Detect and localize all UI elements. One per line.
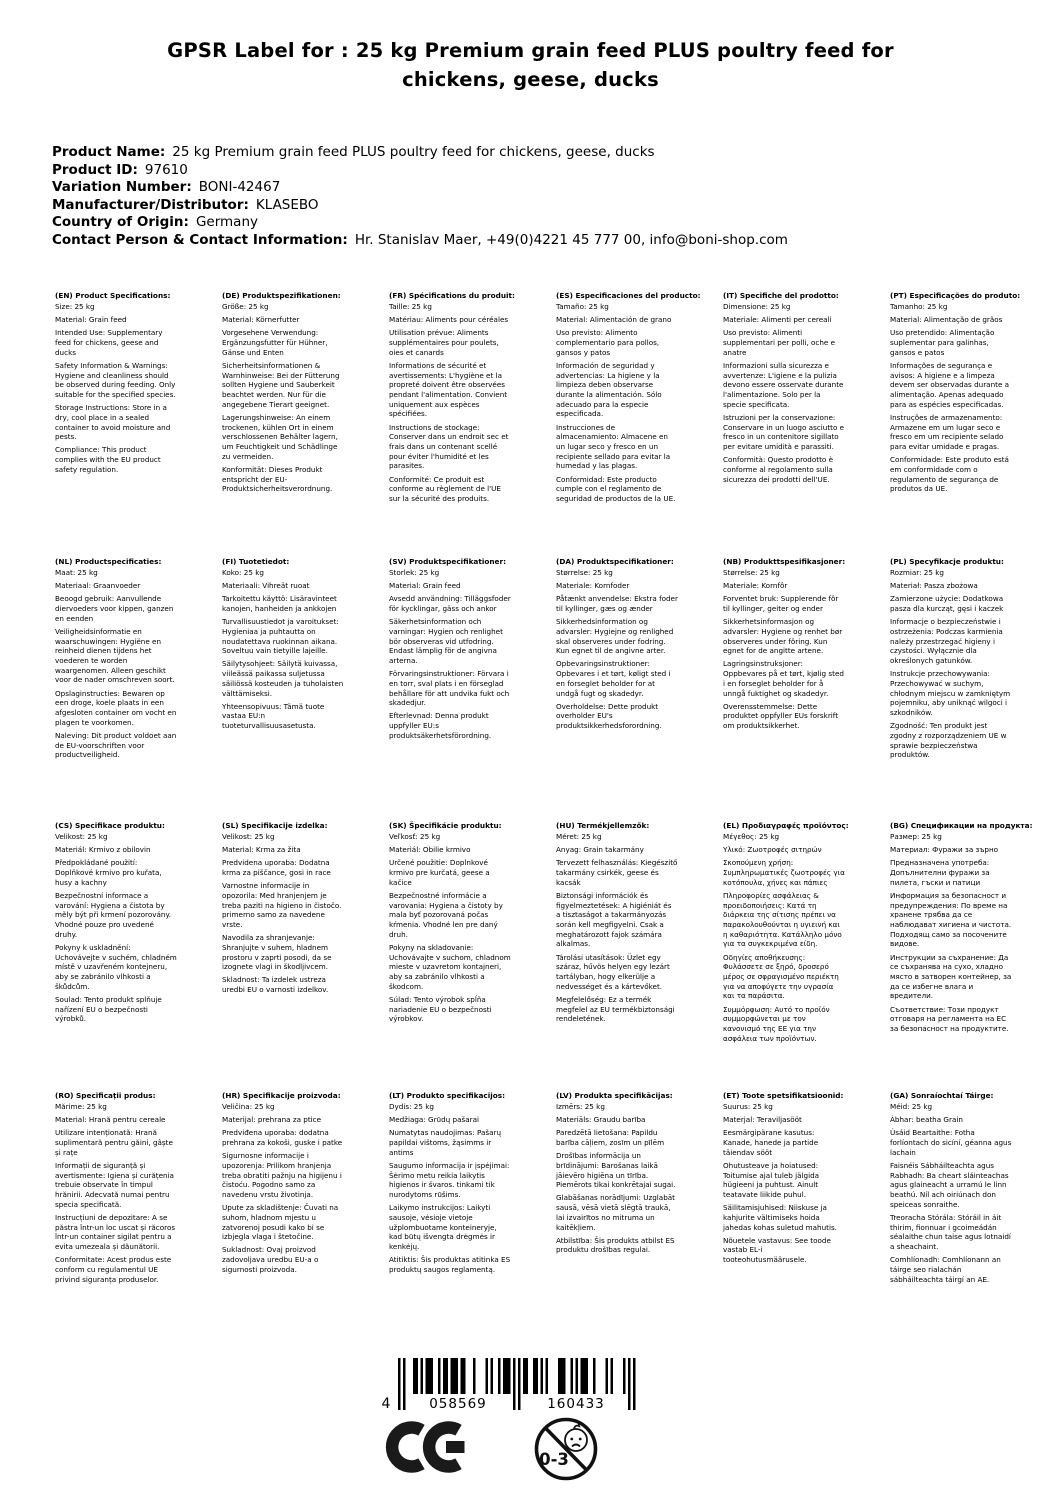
barcode-bar [506, 1358, 509, 1394]
spec-paragraph: Anyag: Grain takarmány [556, 845, 644, 854]
spec-paragraph: Säilitamisjuhised: Niiskuse ja kahjurite vältimiseks hoida jahedas kohas suletud mahutis. [723, 1203, 837, 1232]
spec-paragraph: Určené použitie: Doplnkové krmivo pre kurčatá, geese a kačice [389, 858, 490, 887]
spec-paragraph: Overensstemmelse: Dette produktet oppfyller EUs forskrift om produktsikkerhet. [723, 701, 839, 731]
barcode-bar [446, 1358, 449, 1394]
product-info-label: Contact Person & Contact Information: [52, 231, 348, 248]
spec-paragraph: Avsedd användning: Tilläggsfoder för kycklingar, gäss och ankor [389, 594, 511, 613]
spec-paragraph: Velikost: 25 kg [222, 831, 275, 841]
barcode-bar [403, 1358, 406, 1410]
spec-block-header: (SL) Specifikacije izdelka: [222, 821, 328, 830]
spec-block-header: (GA) Sonraíochtaí Táirge: [890, 1091, 994, 1100]
product-info-row [52, 197, 1031, 215]
spec-block-it [723, 291, 890, 557]
spec-paragraph: Saugumo informacija ir įspėjimai: Šėrimo metu reikia laikytis higienos ir švaros. tinkami tik nurodytoms rūšims. [389, 1160, 510, 1199]
spec-paragraph: Instructions de stockage: Conserver dans un endroit sec et frais dans un contenant scellé pour éviter l'humidité et les parasites. [389, 422, 509, 471]
spec-block-header: (BG) Спецификации на продукта: [890, 821, 1033, 830]
barcode-bar [443, 1358, 446, 1394]
spec-block-de [222, 291, 389, 557]
spec-paragraph: Glabāšanas norādījumi: Uzglabāt sausā, vēsā vietā slēgtā traukā, lai izvairītos no mitruma un kaitēkļiem. [556, 1193, 675, 1232]
spec-block-sk [389, 821, 556, 1091]
spec-paragraph: Faisnéis Sábháilteachta agus Rabhadh: Ba cheart sláinteachas agus glaineacht a urramú le linn beathú. Níl ach oiriúnach don speiceas sonraithe. [890, 1160, 1009, 1209]
barcode-bar [451, 1358, 454, 1394]
spec-paragraph: Pokyny k uskladnění: Uchovávejte v suchém, chladném místě v uzavřeném kontejneru, aby se zabránilo vlhkosti a škůdcům. [55, 942, 177, 991]
spec-paragraph: Istruzioni per la conservazione: Conservare in un luogo asciutto e fresco in un contenitore sigillato per evitare umidità e parassiti. [723, 412, 845, 451]
spec-paragraph: Rozmiar: 25 kg [890, 567, 944, 577]
spec-paragraph: Material: Alimentação de grãos [890, 315, 1003, 324]
spec-block-ro [55, 1091, 222, 1288]
spec-block-header: (PT) Especificações do produto: [890, 291, 1021, 300]
spec-paragraph: Súlad: Tento výrobok spĺňa nariadenie EU o bezpečnosti výrobkov. [389, 994, 492, 1024]
spec-block-header: (DE) Produktspezifikationen: [222, 291, 341, 300]
spec-paragraph: Upute za skladištenje: Čuvati na suhom, hladnom mjestu u zatvorenoj posudi kako bi se izbjegla vlaga i štetočine. [222, 1203, 339, 1242]
barcode-prefix-digit: 4 [381, 1396, 391, 1412]
spec-paragraph: Sikkerhetsinformasjon og advarsler: Hygiene og renhet bør observeres under fôring. Kun egnet for de angitte artene. [723, 617, 843, 656]
spec-block-bg [890, 821, 1057, 1091]
product-info-value: KLASEBO [255, 196, 319, 213]
spec-paragraph: Tamanho: 25 kg [890, 301, 948, 311]
barcode-bar [398, 1358, 401, 1410]
spec-paragraph: Opslaginstructies: Bewaren op een droge, koele plaats in een afgesloten container om vocht en plagen te voorkomen. [55, 688, 177, 727]
barcode-bar [611, 1358, 614, 1394]
spec-paragraph: Informazioni sulla sicurezza e avvertenze: L'igiene e la pulizia devono essere osservate durante l'alimentazione. Solo per la specie specificata. [723, 360, 844, 409]
spec-paragraph: Eesmärgipärane kasutus: Kanade, hanede ja partide täiendav sööt [723, 1128, 819, 1157]
spec-block-header: (EN) Product Specifications: [55, 291, 171, 300]
spec-paragraph: Soulad: Tento produkt splňuje nařízení EU o bezpečnosti výrobků. [55, 994, 162, 1024]
spec-paragraph: Material: Krma za žita [222, 845, 301, 854]
spec-paragraph: Predvidena uporaba: Dodatna krma za piščance, gosi in race [222, 858, 331, 877]
spec-paragraph: Ohutusteave ja hoiatused: Toitumise ajal tuleb jälgida hügieeni ja puhtust. Ainult teatavate liikide puhul. [723, 1160, 820, 1199]
spec-block-header: (CS) Specifikace produktu: [55, 821, 165, 830]
product-info-label: Product ID: [52, 161, 138, 178]
barcode-bar [606, 1358, 609, 1394]
spec-block-header: (SK) Špecifikácie produktu: [389, 821, 502, 830]
language-spec-grid [55, 291, 1057, 1288]
spec-paragraph: Mărime: 25 kg [55, 1101, 107, 1111]
spec-paragraph: Intended Use: Supplementary feed for chickens, geese and ducks [55, 328, 163, 357]
product-info-value: BONI-42467 [198, 179, 281, 196]
spec-block-et [723, 1091, 890, 1288]
barcode-bar [593, 1358, 596, 1394]
ean-barcode [372, 1357, 640, 1417]
spec-paragraph: Lagringsinstruksjoner: Oppbevares på et tørt, kjølig sted i en forseglet beholder for å unngå fuktighet og skadedyr. [723, 659, 844, 698]
spec-block-sv [389, 557, 556, 821]
barcode-right-digits: 160433 [547, 1396, 605, 1412]
spec-paragraph: Forventet bruk: Supplerende fôr til kyllinger, geiter og ender [723, 594, 839, 613]
spec-block-header: (HR) Specifikacije proizvoda: [222, 1091, 341, 1100]
product-info-value: 97610 [144, 161, 188, 178]
spec-paragraph: Předpokládané použití: Doplňkové krmivo pro kuřata, husy a kachny [55, 858, 162, 887]
spec-paragraph: Safety Information & Warnings: Hygiene and cleanliness should be observed during feeding. Only suitable for the specified species. [55, 360, 176, 399]
barcode-bar [486, 1358, 489, 1394]
barcode-bar [571, 1358, 574, 1394]
spec-block-header: (IT) Specifiche del prodotto: [723, 291, 839, 300]
spec-paragraph: Größe: 25 kg [222, 301, 269, 311]
spec-paragraph: Laikymo instrukcijos: Laikyti sausoje, vėsioje vietoje užplombuotame konteineryje, kad būtų išvengta drėgmės ir kenkėjų. [389, 1203, 497, 1251]
barcode-bar [623, 1358, 626, 1394]
spec-paragraph: Dimensione: 25 kg [723, 301, 791, 311]
product-info-row [52, 144, 1031, 162]
spec-paragraph: Material: Hrană pentru cereale [55, 1115, 166, 1124]
product-info-row [52, 232, 1031, 250]
spec-paragraph: Yhteensopivuus: Tämä tuote vastaa EU:n tuoteturvallisuusasetusta. [222, 701, 325, 731]
spec-paragraph: Taille: 25 kg [389, 301, 432, 311]
spec-paragraph: Méid: 25 kg [890, 1101, 933, 1111]
barcode-bar [523, 1358, 526, 1394]
spec-block-header: (HU) Termékjellemzők: [556, 821, 650, 830]
spec-paragraph: Veľkosť: 25 kg [389, 831, 441, 841]
barcode-bar [431, 1358, 434, 1394]
spec-paragraph: Materiale: Kornfôr [723, 581, 788, 590]
spec-block-header: (NB) Produkttspesifikasjoner: [723, 557, 846, 566]
spec-paragraph: Material: Grain feed [55, 315, 127, 324]
age-warning-0-3-icon [533, 1415, 599, 1487]
spec-paragraph: Conformité: Ce produit est conforme au règlement de l'UE sur la sécurité des produits. [389, 474, 501, 503]
spec-paragraph: Izmērs: 25 kg [556, 1101, 605, 1111]
spec-paragraph: Инструкции за съхранение: Да се съхранява на сухо, хладно място в затворен контейнер, за да се избегне влага и вредители. [890, 952, 1012, 1001]
spec-block-header: (FI) Tuotetiedot: [222, 557, 290, 566]
spec-paragraph: Overholdelse: Dette produkt overholder EU's produktsikkerhedsforordning. [556, 701, 662, 731]
spec-paragraph: Conformitate: Acest produs este conform cu regulamentul UE privind siguranța produselor. [55, 1255, 172, 1284]
spec-paragraph: Megfelelőség: Ez a termék megfelel az EU termékbiztonsági rendeletének. [556, 994, 675, 1024]
spec-paragraph: Информация за безопасност и предупреждения: По време на хранене трябва да се наблюдават хигиена и чистота. Подходящ само за посочените видове. [890, 890, 1012, 949]
spec-paragraph: Atbilstība: Šis produkts atbilst ES produktu drošības regulai. [556, 1235, 675, 1255]
spec-paragraph: Materiaal: Graanvoeder [55, 581, 141, 590]
spec-paragraph: Instrucciones de almacenamiento: Almacene en un lugar seco y fresco en un recipiente sellado para evitar la humedad y las plagas. [556, 422, 671, 471]
spec-paragraph: Material: Alimentación de grano [556, 315, 672, 324]
spec-paragraph: Veličina: 25 kg [222, 1101, 275, 1111]
spec-paragraph: Biztonsági információk és figyelmeztetések: A higiéniát és a tisztaságot a takarmányozás során kell megfigyelni. Csak a meghatározott fajok számára alkalmas. [556, 890, 672, 949]
spec-paragraph: Compliance: This product complies with the EU product safety regulation. [55, 445, 161, 474]
spec-paragraph: Materijal: prehrana za ptice [222, 1115, 322, 1124]
barcode-bar [563, 1358, 566, 1394]
product-info-row [52, 162, 1031, 180]
spec-paragraph: Méret: 25 kg [556, 831, 602, 841]
spec-paragraph: Zamierzone użycie: Dodatkowa pasza dla kurcząt, gęsi i kaczek [890, 594, 1004, 613]
spec-paragraph: Συμμόρφωση: Αυτό το προϊόν συμμορφώνεται με τον κανονισμό της ΕΕ για την ασφάλεια των προϊόντων. [723, 1004, 830, 1043]
product-info-label: Manufacturer/Distributor: [52, 196, 249, 213]
spec-paragraph: Materiale: Alimenti per cereali [723, 315, 832, 324]
spec-paragraph: Sigurnosne informacije i upozorenja: Prilikom hranjenja treba obratiti pažnju na higijenu i čistoću. Pogodno samo za navedenu vrstu životinja. [222, 1151, 342, 1199]
spec-paragraph: Naleving: Dit product voldoet aan de EU-voorschriften voor productveiligheid. [55, 730, 177, 760]
spec-block-header: (LT) Produkto specifikacijos: [389, 1091, 506, 1100]
spec-paragraph: Nõuetele vastavus: See toode vastab EL-i tooteohutusmäärusele. [723, 1235, 831, 1265]
spec-paragraph: Materiaali: Vihreät ruoat [222, 581, 310, 590]
spec-paragraph: Material: Körnerfutter [222, 315, 300, 324]
spec-block-cs [55, 821, 222, 1091]
barcode-bar [491, 1358, 494, 1394]
barcode-bar [628, 1358, 631, 1410]
spec-block-el [723, 821, 890, 1091]
spec-block-fi [222, 557, 389, 821]
ce-mark-icon [385, 1420, 473, 1478]
spec-paragraph: Uso pretendido: Alimentação suplementar para galinhas, gansos e patos [890, 328, 995, 357]
spec-paragraph: Beoogd gebruik: Aanvullende diervoeders voor kippen, ganzen en eenden [55, 594, 174, 623]
spec-block-header: (ET) Toote spetsifikatsioonid: [723, 1091, 844, 1100]
spec-block-header: (EL) Προδιαγραφές προϊόντος: [723, 821, 849, 830]
spec-paragraph: Navodila za shranjevanje: Shranjujte v suhem, hladnem prostoru v zaprti posodi, da se izognete vlagi in škodljivcem. [222, 933, 332, 972]
spec-paragraph: Υλικό: Ζωοτροφές σιτηρών [723, 845, 822, 854]
spec-block-header: (PL) Specyfikacje produktu: [890, 557, 1004, 566]
barcode-bar [421, 1358, 424, 1394]
spec-block-header: (NL) Productspecificaties: [55, 557, 162, 566]
barcode-bar [463, 1358, 466, 1394]
spec-paragraph: Predviđena uporaba: dodatna prehrana za kokoši, guske i patke [222, 1128, 343, 1147]
spec-paragraph: Instruções de armazenamento: Armazene em um lugar seco e fresco em um recipiente selado para evitar umidade e pragas. [890, 412, 1004, 451]
barcode-bar [561, 1358, 564, 1394]
barcode-bar [513, 1358, 516, 1410]
spec-block-sl [222, 821, 389, 1091]
spec-paragraph: Påtænkt anvendelse: Ekstra foder til kyllinger, gæs og ænder [556, 594, 678, 613]
barcode-bar [541, 1358, 544, 1394]
spec-paragraph: Instrukcje przechowywania: Przechowywać w suchym, chłodnym miejscu w zamkniętym pojemniku, aby uniknąć wilgoci i szkodników. [890, 669, 1011, 717]
age-range-label: 0-3 [539, 1450, 569, 1469]
spec-paragraph: Säkerhetsinformation och varningar: Hygien och renlighet bör observeras vid utfodring. Endast lämplig för de angivna arterna. [389, 617, 503, 665]
product-info-value: 25 kg Premium grain feed PLUS poultry feed for chickens, geese, ducks [172, 144, 655, 160]
spec-paragraph: Tárolási utasítások: Üzlet egy száraz, hűvös helyen egy lezárt tartályban, hogy elkerülje a nedvességet és a kártevőket. [556, 952, 670, 991]
spec-paragraph: Οδηγίες αποθήκευσης: Φυλάσσετε σε ξηρό, δροσερό μέρος σε σφραγισμένο περιέκτη για να αποφύγετε την υγρασία και τα παράσιτα. [723, 952, 839, 1001]
barcode-bar [581, 1358, 584, 1394]
spec-paragraph: Materiāls: Graudu barība [556, 1115, 646, 1124]
spec-paragraph: Veiligheidsinformatie en waarschuwingen: Hygiëne en reinheid dienen tijdens het voederen te worden waargenomen. Alleen geschikt voor de nader omschreven soort. [55, 626, 175, 685]
barcode-bar [546, 1358, 549, 1394]
spec-block-nb [723, 557, 890, 821]
spec-paragraph: Maat: 25 kg [55, 567, 98, 577]
product-info-value: Germany [195, 214, 258, 231]
spec-block-lt [389, 1091, 556, 1288]
spec-paragraph: Comhlíonadh: Comhlíonann an táirge seo rialachán sábháilteachta táirgí an AE. [890, 1255, 1001, 1284]
spec-paragraph: Paredzētā lietošana: Papildu barība cāļiem, zosīm un pīlēm [556, 1128, 665, 1147]
spec-paragraph: Drošības informācija un brīdinājumi: Barošanas laikā jāievēro higiēna un tīrība. Piemērots tikai konkrētajai sugai. [556, 1151, 676, 1190]
spec-paragraph: Съответствие: Този продукт отговаря на регламента на ЕС за безопасност на продуктите. [890, 1004, 1009, 1033]
spec-paragraph: Tarkoitettu käyttö: Lisäravinteet kanojen, hanheiden ja ankkojen [222, 594, 337, 613]
spec-block-hu [556, 821, 723, 1091]
spec-paragraph: Informations de sécurité et avertissements: L'hygiène et la propreté doivent être observées pendant l'alimentation. Convient uniquement aux espèces spécifiées. [389, 360, 508, 419]
spec-paragraph: Lagerungshinweise: An einem trockenen, kühlen Ort in einem verschlossenen Behälter lagern, um Feuchtigkeit und Schädlinge zu vermeiden. [222, 412, 338, 461]
barcode-bar [413, 1358, 416, 1394]
spec-paragraph: Sikkerhedsinformation og advarsler: Hygiejne og renlighed skal observeres under fodring. Kun egnet til de angivne arter. [556, 617, 674, 656]
product-info-label: Country of Origin: [52, 214, 189, 231]
spec-block-nl [55, 557, 222, 821]
spec-paragraph: Uso previsto: Alimenti supplementari per polli, oche e anatre [723, 328, 836, 357]
spec-paragraph: Sukladnost: Ovaj proizvod zadovoljava uredbu EU-a o sigurnosti proizvoda. [222, 1245, 319, 1274]
product-info-section [52, 144, 1031, 250]
spec-paragraph: Πληροφορίες ασφάλειας & προειδοποιήσεις: Κατά τη διάρκεια της σίτισης πρέπει να παρακολουθούνται η υγιεινή και η καθαριότητα. Κατάλληλο μόνο για τα συγκεκριμένα είδη. [723, 890, 842, 949]
spec-paragraph: Efterlevnad: Denna produkt uppfyller EU:s produktsäkerhetsförordning. [389, 711, 492, 740]
spec-block-hr [222, 1091, 389, 1288]
spec-paragraph: Suurus: 25 kg [723, 1101, 773, 1111]
spec-paragraph: Material: Grain feed [389, 581, 461, 590]
spec-paragraph: Utilisation prévue: Aliments supplémentaires pour poulets, oies et canards [389, 328, 499, 357]
spec-paragraph: Matériau: Aliments pour céréales [389, 315, 509, 324]
barcode-bar [453, 1358, 456, 1394]
spec-paragraph: Informacje o bezpieczeństwie i ostrzeżenia: Podczas karmienia należy przestrzegać higieny i czystości. Wyłącznie dla określonych gatunków. [890, 617, 1003, 665]
spec-paragraph: Informações de segurança e avisos: A higiene e a limpeza devem ser observadas durante a alimentação. Apenas adequado para as espécies especificadas. [890, 360, 1010, 409]
barcode-bar [583, 1358, 586, 1394]
barcode-bar [461, 1358, 464, 1394]
spec-paragraph: Informații de siguranță și avertismente: Igiena și curățenia trebuie observate în timpul hrănirii. Adecvată numai pentru specia specificată. [55, 1160, 174, 1209]
barcode-bar [503, 1358, 506, 1394]
spec-block-en [55, 291, 222, 557]
barcode-bar [438, 1358, 441, 1394]
spec-paragraph: Størrelse: 25 kg [556, 567, 613, 577]
spec-block-lv [556, 1091, 723, 1288]
spec-block-header: (SV) Produktspecifikationer: [389, 557, 507, 566]
product-info-label: Product Name: [52, 144, 166, 160]
spec-block-header: (RO) Specificații produs: [55, 1091, 156, 1100]
spec-paragraph: Numatytas naudojimas: Pašarų papildai vištoms, žąsimms ir antims [389, 1128, 502, 1157]
spec-paragraph: Dydis: 25 kg [389, 1101, 434, 1111]
spec-paragraph: Medžiaga: Grūdų pašarai [389, 1115, 479, 1124]
spec-block-da [556, 557, 723, 821]
spec-paragraph: Sicherheitsinformationen & Warnhinweise: Bei der Fütterung sollten Hygiene und Sauberkeit beachtet werden. Nur für die angegebene Tierart geeignet. [222, 360, 340, 409]
spec-paragraph: Предназначена употреба: Допълнителни фуражи за пилета, гъски и патици [890, 858, 990, 887]
barcode-bar [498, 1358, 501, 1394]
spec-paragraph: Pokyny na skladovanie: Uchovávajte v suchom, chladnom mieste v uzavretom kontajneri, aby sa zabránilo vlhkosti a škodcom. [389, 942, 511, 991]
spec-paragraph: Atitiktis: Šis produktas atitinka ES produktų saugos reglamentą. [389, 1255, 511, 1274]
spec-paragraph: Información de seguridad y advertencias: La higiene y la limpieza deben observarse durante la alimentación. Sólo adecuado para la especie especificada. [556, 360, 662, 419]
spec-paragraph: Turvallisuustiedot ja varoitukset: Hygieniaa ja puhtautta on noudatettava ruokinnan aikana. Soveltuu vain tietyille lajeille. [222, 617, 339, 656]
barcode-bar [558, 1358, 561, 1394]
spec-paragraph: Materiał: Pasza zbożowa [890, 581, 978, 590]
spec-paragraph: Materiale: Kornfoder [556, 581, 630, 590]
spec-paragraph: Σκοπούμενη χρήση: Συμπληρωματικές ζωοτροφές για κοτόπουλα, χήνες και πάπιες [723, 858, 845, 887]
spec-paragraph: Uso previsto: Alimento complementario para pollos, gansos y patos [556, 328, 660, 357]
spec-paragraph: Материал: Фуражи за зърно [890, 845, 999, 854]
barcode-bar [586, 1358, 589, 1394]
product-info-value: Hr. Stanislav Maer, +49(0)4221 45 777 00, info@boni-shop.com [354, 231, 788, 248]
spec-paragraph: Ábhar: beatha Grain [890, 1115, 963, 1124]
barcode-bar [576, 1358, 579, 1394]
spec-paragraph: Bezpečnostné informácie a varovania: Hygiena a čistoty by mala byť pozorovaná počas kŕmenia. Vhodné len pre daný druh. [389, 890, 503, 939]
spec-paragraph: Størrelse: 25 kg [723, 567, 780, 577]
spec-block-header: (LV) Produkta specifikācijas: [556, 1091, 673, 1100]
spec-paragraph: Instrucțiuni de depozitare: A se păstra într-un loc uscat și răcoros într-un container sigilat pentru a evita umezeala și dăunătorii. [55, 1212, 176, 1251]
spec-block-header: (ES) Especificaciones del producto: [556, 291, 701, 300]
spec-paragraph: Vorgesehene Verwendung: Ergänzungsfutter für Hühner, Gänse und Enten [222, 328, 328, 357]
spec-paragraph: Bezpečnostní informace a varování: Hygiena a čistota by měly být při krmení pozorovány. Vhodné pouze pro uvedené druhy. [55, 890, 171, 939]
product-info-row [52, 179, 1031, 197]
spec-paragraph: Storage Instructions: Store in a dry, cool place in a sealed container to avoid moisture and pests. [55, 403, 171, 442]
spec-paragraph: Varnostne informacije in opozorila: Med hranjenjem je treba paziti na higieno in čistočo. primerno samo za navedene vrste. [222, 881, 342, 929]
spec-block-fr [389, 291, 556, 557]
spec-block-es [556, 291, 723, 557]
page-title: GPSR Label for : 25 kg Premium grain feed PLUS poultry feed for chickens, geese, ducks [167, 39, 894, 91]
spec-paragraph: Velikost: 25 kg [55, 831, 108, 841]
spec-paragraph: Opbevaringsinstruktioner: Opbevares i et tørt, køligt sted i en forseglet beholder for at undgå fugt og skadedyr. [556, 659, 671, 698]
barcode-bar [416, 1358, 419, 1394]
barcode-bar [473, 1358, 476, 1394]
spec-paragraph: Zgodność: Ten produkt jest zgodny z rozporządzeniem UE w sprawie bezpieczeństwa produktów. [890, 721, 1007, 760]
barcode-bar [533, 1358, 536, 1394]
barcode-bar [426, 1358, 429, 1394]
barcode-bar [518, 1358, 521, 1410]
barcode-bar [508, 1358, 511, 1394]
spec-block-pl [890, 557, 1057, 821]
spec-paragraph: Tervezett felhasználás: Kiegészítő takarmány csirkék, geese és kacsák [556, 858, 678, 887]
spec-paragraph: Materjal: Teraviljasööt [723, 1115, 802, 1124]
spec-block-header: (FR) Spécifications du produit: [389, 291, 515, 300]
barcode-bar [633, 1358, 636, 1410]
spec-paragraph: Materiál: Krmivo z obilovin [55, 845, 151, 854]
product-info-row [52, 214, 1031, 232]
spec-paragraph: Utilizare intenționată: Hrană suplimentară pentru găini, gâște și rațe [55, 1128, 173, 1157]
spec-paragraph: Size: 25 kg [55, 301, 95, 311]
spec-block-header: (DA) Produktspecifikationer: [556, 557, 674, 566]
spec-paragraph: Conformità: Questo prodotto è conforme al regolamento sulla sicurezza dei prodotti dell'UE. [723, 455, 833, 484]
spec-paragraph: Úsáid Beartaithe: Fotha forlíontach do sicíní, géanna agus lachain [890, 1128, 1012, 1157]
spec-paragraph: Koko: 25 kg [222, 567, 264, 577]
spec-block-ga [890, 1091, 1057, 1288]
spec-paragraph: Conformidad: Este producto cumple con el reglamento de seguridad de productos de la UE. [556, 474, 676, 503]
barcode-left-digits: 058569 [429, 1396, 487, 1412]
product-info-label: Variation Number: [52, 179, 192, 196]
spec-block-pt [890, 291, 1057, 557]
barcode-bar [428, 1358, 431, 1394]
spec-paragraph: Μέγεθος: 25 kg [723, 831, 780, 841]
spec-paragraph: Konformität: Dieses Produkt entspricht der EU-Produktsicherheitsverordnung. [222, 464, 333, 494]
barcode-bar [526, 1358, 529, 1394]
barcode-bar [536, 1358, 539, 1394]
spec-paragraph: Tamaño: 25 kg [556, 301, 609, 311]
spec-paragraph: Размер: 25 kg [890, 831, 942, 841]
spec-paragraph: Treoracha Stórála: Stóráil in áit thirim, fionnuar i gcoimeádán séalaithe chun taise agus lotnaidí a sheachaint. [890, 1212, 1011, 1251]
spec-paragraph: Storlek: 25 kg [389, 567, 440, 577]
spec-paragraph: Skladnost: Ta izdelek ustreza uredbi EU o varnosti izdelkov. [222, 975, 329, 995]
spec-paragraph: Conformidade: Este produto está em conformidade com o regulamento de segurança de produtos da UE. [890, 455, 1009, 494]
spec-paragraph: Materiál: Obilie krmivo [389, 845, 471, 854]
barcode-bar [456, 1358, 459, 1394]
spec-paragraph: Förvaringsinstruktioner: Förvara i en torr, sval plats i en förseglad behållare för att undvika fukt och skadedjur. [389, 669, 510, 708]
spec-paragraph: Säilytysohjeet: Säilytä kuivassa, viileässä paikassa suljetussa säiliössä kosteuden ja tuholaisten välttämiseksi. [222, 659, 344, 698]
